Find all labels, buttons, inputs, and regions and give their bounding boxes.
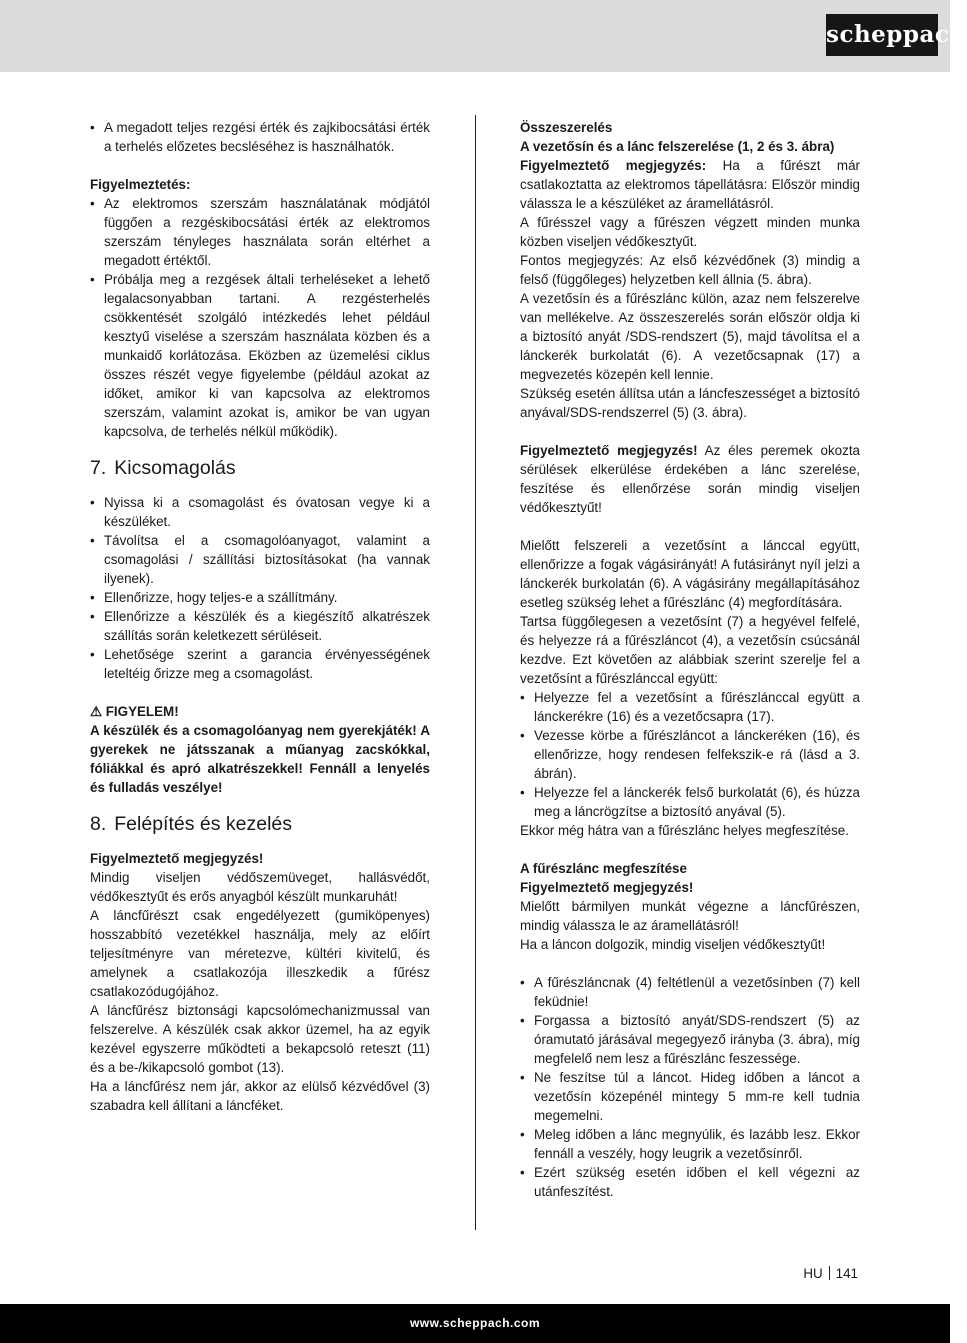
tension-list: [520, 973, 860, 1201]
page-number-separator: [829, 1266, 830, 1280]
list-item: • Próbálja meg a rezgések általi terheléseket a lehető legalacsonyabban tartani. A rezgésterhelés csökkentését szolgáló intézkedés lehet például kesztyű viselése a szerszám használata közben és a munkaidő korlátozása. Eközben az üzemelési ciklus összes részét vegye figyelembe (például azokat az időket, amikor ki van kapcsolva az elektromos szerszám, valamint azokat is, amikor be van ugyan kapcsolva, de terhelés nélkül működik).: [90, 270, 430, 441]
page-number: HU 141: [803, 1266, 858, 1281]
list-item: • Helyezze fel a lánckerék felső burkolatát (6), és húzza meg a láncrögzítse a biztosító anyával (5).: [520, 783, 860, 821]
right-column: [520, 118, 860, 1201]
tension-note-body: [520, 897, 860, 954]
list-item: • Ezért szükség esetén időben el kell végezni az utánfeszítést.: [520, 1163, 860, 1201]
tension-note-heading: Figyelmeztető megjegyzés!: [520, 880, 694, 895]
list-item: • A fűrészláncnak (4) feltétlenül a vezetősínben (7) kell feküdnie!: [520, 973, 860, 1011]
list-item: • Az elektromos szerszám használatának módjától függően a rezgéskibocsátási érték az elektromos szerszám tényleges használata során eltérhet a megadott értéktől.: [90, 194, 430, 270]
caution-title: ⚠ FIGYELEM!: [90, 704, 179, 719]
paragraph: A láncfűrész biztonsági kapcsolómechanizmussal van felszerelve. A készülék csak akkor üzemel, ha az egyik kezével egyszerre működteti a bekapcsoló reteszt (11) és a be-/kikapcsoló gombot (13).: [90, 1003, 430, 1075]
list-item: • Ne feszítse túl a láncot. Hideg időben a láncot a vezetősín közepénél mintegy 5 mm-re kell tudnia megemelni.: [520, 1068, 860, 1125]
assembly-heading: Összeszerelés: [520, 120, 613, 135]
paragraph: Ha a láncon dolgozik, mindig viseljen védőkesztyűt!: [520, 937, 826, 952]
list-item: • Távolítsa el a csomagolóanyagot, valamint a csomagolási / szállítási biztosításokat (ha vannak ilyenek).: [90, 531, 430, 588]
paragraph: Fontos megjegyzés: Az első kézvédőnek (3) mindig a felső (függőleges) helyzetben kell állnia (5. ábra).: [520, 253, 860, 287]
footer-bar: [0, 1304, 950, 1343]
brand-logo: scheppach: [826, 14, 938, 56]
assembly-body: [520, 213, 860, 422]
list-item: • Helyezze fel a vezetősínt a fűrészlánccal együtt a lánckerékre (16) és a vezetőcsapra (17).: [520, 688, 860, 726]
list-item: • Ellenőrizze, hogy teljes-e a szállítmány.: [90, 588, 430, 607]
left-column: [90, 118, 430, 1115]
paragraph: A láncfűrészt csak engedélyezett (gumiköpenyes) hosszabbító vezetékkel használja, mely az előírt teljesítményre van méretezve, kültéri kivitelű, és amelynek a csatlakozója illeszkedik a fűrész csatlakozódugójához.: [90, 908, 430, 999]
assembly-subheading: A vezetősín és a lánc felszerelése (1, 2 és 3. ábra): [520, 139, 835, 154]
website-link[interactable]: www.scheppach.com: [409, 1316, 541, 1330]
caution-text: A készülék és a csomagolóanyag nem gyerekjáték! A gyerekek ne játsszanak a műanyag zacskókkal, fóliákkal és apró alkatrészekkel! Fennáll a lenyelés és fulladás veszélye!: [90, 723, 430, 795]
header-bar: [0, 0, 950, 72]
paragraph: Szükség esetén állítsa után a láncfeszességet a biztosító anyával/SDS-rendszerrel (5) (3. ábra).: [520, 386, 860, 420]
list-item: • A megadott teljes rezgési érték és zajkibocsátási érték a terhelés előzetes becsléséhez is használhatók.: [90, 118, 430, 156]
section-8-heading: 8. Felépítés és kezelés: [90, 813, 293, 835]
warning-triangle-icon: ⚠: [90, 704, 103, 719]
assembly-note: Figyelmeztető megjegyzés: Ha a fűrészt már csatlakoztatta az elektromos tápellátásra: Először mindig válassza le a készüléket az áramellátásról.: [520, 158, 860, 211]
paragraph: Tartsa függőlegesen a vezetősínt (7) a hegyével felfelé, és helyezze rá a fűrészláncot (4), a vezetősín csúcsánál kezdve. Ezt követően az alábbiak szerint szerelje fel a vezetősínt a fűrészlánccal együtt:: [520, 614, 860, 686]
tension-heading: A fűrészlánc megfeszítése: [520, 861, 687, 876]
section-8-note-heading: Figyelmeztető megjegyzés!: [90, 851, 264, 866]
section-8-body: [90, 868, 430, 1115]
list-item: • Meleg időben a lánc megnyúlik, és lazább lesz. Ekkor fennáll a veszély, hogy leugrik a vezetősínről.: [520, 1125, 860, 1163]
warning-list: [90, 194, 430, 441]
mounting-list: [520, 688, 860, 821]
list-item: • Forgassa a biztosító anyát/SDS-rendszert (5) az óramutató járásával megegyező irányba (3. ábra), míg megfelelő nem lesz a fűrészlánc feszessége.: [520, 1011, 860, 1068]
mounting-body: [520, 536, 860, 688]
paragraph: A vezetősín és a fűrészlánc külön, azaz nem felszerelve van mellékelve. Az összeszerelés során először oldja ki a biztosító anyát /SDS-rendszert (5), majd távolítsa el a lánckerék burkolatát (6). A vezetőcsapnak (17) a megvezetés közepén kell lennie.: [520, 291, 860, 382]
paragraph: Mindig viseljen védőszemüveget, hallásvédőt, védőkesztyűt és erős anyagból készült munkaruhát!: [90, 870, 430, 904]
list-item: • Vezesse körbe a fűrészláncot a lánckeréken (16), és ellenőrizze, hogy rendesen felfekszik-e rá (lásd a 3. ábrán).: [520, 726, 860, 783]
list-item: • Ellenőrizze a készülék és a kiegészítő alkatrészek szállítás során keletkezett sérüléseit.: [90, 607, 430, 645]
paragraph: A fűrésszel vagy a fűrészen végzett minden munka közben viseljen védőkesztyűt.: [520, 215, 860, 249]
paragraph: Ha a láncfűrész nem jár, akkor az elülső kézvédővel (3) szabadra kell állítani a láncféket.: [90, 1079, 430, 1113]
sharp-edges-note: Figyelmeztető megjegyzés! Az éles peremek okozta sérülések elkerülése érdekében a lánc szerelése, feszítése és ellenőrzése során mindig viseljen védőkesztyűt!: [520, 443, 860, 515]
list-item: • Nyissa ki a csomagolást és óvatosan vegye ki a készüléket.: [90, 493, 430, 531]
paragraph: Mielőtt bármilyen munkát végezne a láncfűrészen, mindig válassza le az áramellátásról!: [520, 899, 860, 933]
paragraph: Mielőtt felszereli a vezetősínt a lánccal együtt, ellenőrizze a fogak vágásirányát! A futásirányt nyíl jelzi a lánckerék burkolatán (6). A vágásirány megállapításához esetleg szükség lehet a fűrészlánc (4) megfordítására.: [520, 538, 860, 610]
column-divider: [475, 115, 476, 1230]
warning-heading: Figyelmeztetés:: [90, 177, 191, 192]
after-mount-text: Ekkor még hátra van a fűrészlánc helyes megfeszítése.: [520, 823, 849, 838]
section-7-heading: 7. Kicsomagolás: [90, 457, 236, 479]
intro-list: [90, 118, 430, 156]
unpacking-list: [90, 493, 430, 683]
list-item: • Lehetősége szerint a garancia érvényességének leteltéig őrizze meg a csomagolást.: [90, 645, 430, 683]
